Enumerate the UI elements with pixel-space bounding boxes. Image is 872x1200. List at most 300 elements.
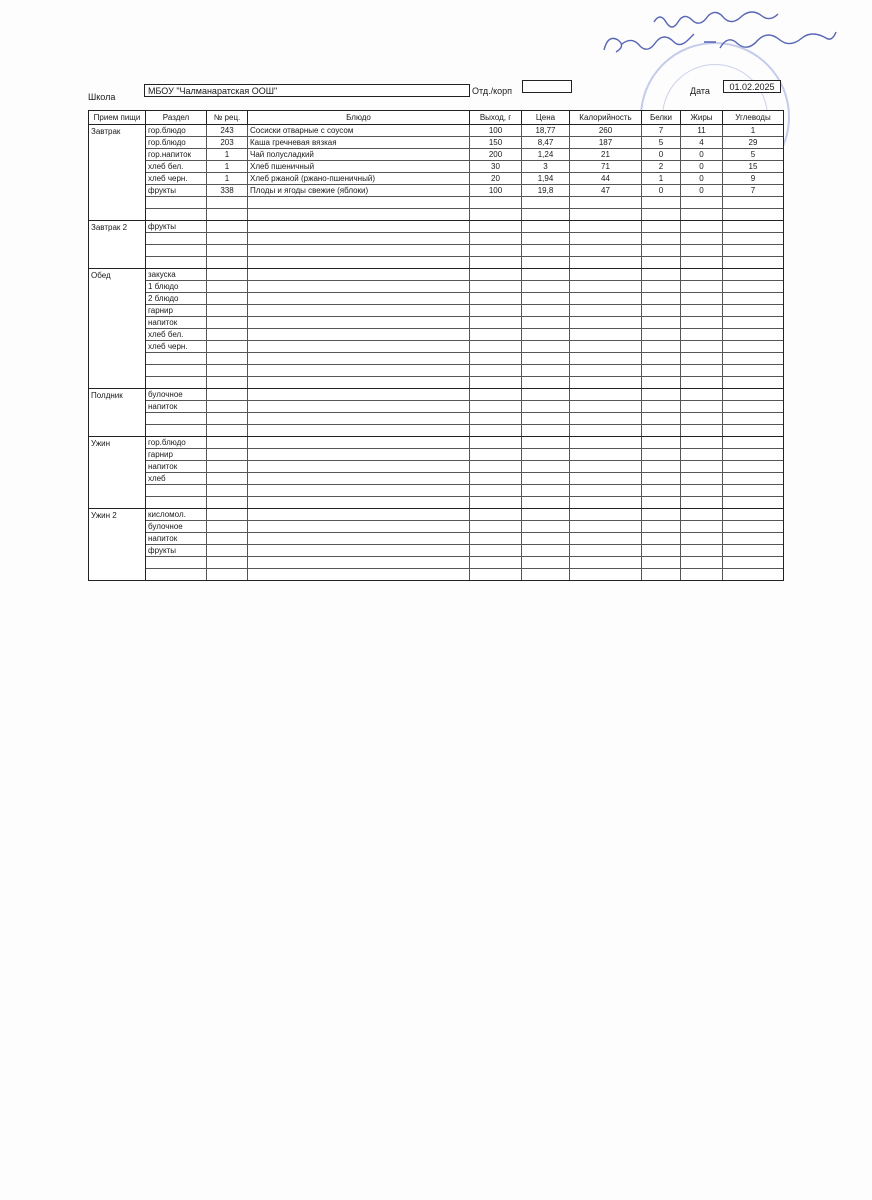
cell-section: закуска xyxy=(146,269,207,280)
cell-dish xyxy=(248,401,470,412)
cell-recipe-no: 338 xyxy=(207,185,248,196)
cell-carbs: 5 xyxy=(750,150,756,159)
cell-section xyxy=(146,377,207,388)
cell-dish xyxy=(248,197,470,208)
cell-recipe-no xyxy=(207,449,248,460)
cell-calories xyxy=(570,401,642,412)
cell-output xyxy=(470,557,522,568)
cell-dish: Плоды и ягоды свежие (яблоки) xyxy=(248,185,470,196)
cell-section xyxy=(146,209,207,220)
cell-proteins xyxy=(642,533,681,544)
table-row xyxy=(146,353,783,365)
cell-proteins: 1 xyxy=(642,173,681,184)
cell-calories xyxy=(570,569,642,580)
cell-carbs: 15 xyxy=(748,162,758,171)
cell-section: фрукты xyxy=(146,221,207,232)
cell-recipe-no xyxy=(207,269,248,280)
cell-price xyxy=(522,509,570,520)
cell-recipe-no xyxy=(207,197,248,208)
cell-dish xyxy=(248,521,470,532)
cell-output xyxy=(470,221,522,232)
cell-output xyxy=(470,293,522,304)
cell-recipe-no: 203 xyxy=(207,137,248,148)
cell-output: 20 xyxy=(470,173,522,184)
cell-proteins xyxy=(642,497,681,508)
cell-section: 2 блюдо xyxy=(146,293,207,304)
cell-carbs xyxy=(723,257,783,268)
cell-proteins: 2 xyxy=(642,161,681,172)
menu-table xyxy=(88,110,784,581)
cell-carbs: 9 xyxy=(750,174,756,183)
table-row xyxy=(146,521,783,533)
cell-section xyxy=(146,197,207,208)
cell-fats xyxy=(681,545,723,556)
cell-fats xyxy=(681,209,723,220)
meal-section xyxy=(89,389,783,437)
col-header-dish: Блюдо xyxy=(248,111,470,124)
cell-proteins: 0 xyxy=(642,185,681,196)
table-row xyxy=(146,197,783,209)
cell-calories xyxy=(570,377,642,388)
cell-recipe-no xyxy=(207,545,248,556)
cell-price xyxy=(522,293,570,304)
cell-calories xyxy=(570,509,642,520)
cell-calories xyxy=(570,257,642,268)
cell-section: гор.напиток xyxy=(146,149,207,160)
cell-proteins xyxy=(642,341,681,352)
cell-carbs xyxy=(723,389,783,400)
cell-recipe-no xyxy=(207,365,248,376)
cell-price xyxy=(522,257,570,268)
cell-dish xyxy=(248,389,470,400)
cell-output xyxy=(470,365,522,376)
table-row xyxy=(146,233,783,245)
cell-price xyxy=(522,209,570,220)
cell-dish xyxy=(248,533,470,544)
cell-price xyxy=(522,197,570,208)
cell-proteins xyxy=(642,257,681,268)
dept-label: Отд./корп xyxy=(472,86,512,96)
cell-proteins: 5 xyxy=(642,137,681,148)
meal-section xyxy=(89,221,783,269)
cell-fats xyxy=(681,449,723,460)
cell-recipe-no xyxy=(207,413,248,424)
cell-section: напиток xyxy=(146,401,207,412)
cell-carbs xyxy=(723,413,783,424)
cell-output xyxy=(470,449,522,460)
cell-calories xyxy=(570,245,642,256)
cell-price xyxy=(522,389,570,400)
cell-fats xyxy=(681,533,723,544)
table-row xyxy=(146,185,783,197)
cell-calories: 47 xyxy=(570,185,642,196)
cell-fats: 4 xyxy=(681,137,723,148)
cell-dish xyxy=(248,281,470,292)
cell-proteins xyxy=(642,521,681,532)
cell-recipe-no xyxy=(207,353,248,364)
cell-calories: 260 xyxy=(570,125,642,136)
cell-recipe-no xyxy=(207,425,248,436)
cell-recipe-no xyxy=(207,389,248,400)
cell-recipe-no xyxy=(207,245,248,256)
cell-section: гор.блюдо xyxy=(146,125,207,136)
cell-price xyxy=(522,305,570,316)
cell-output: 150 xyxy=(470,137,522,148)
table-row xyxy=(146,245,783,257)
cell-price xyxy=(522,485,570,496)
cell-carbs xyxy=(723,245,783,256)
cell-output xyxy=(470,209,522,220)
cell-output: 200 xyxy=(470,149,522,160)
cell-section: напиток xyxy=(146,461,207,472)
cell-price xyxy=(522,497,570,508)
table-row xyxy=(146,257,783,268)
cell-fats xyxy=(681,305,723,316)
table-row xyxy=(146,305,783,317)
cell-output xyxy=(470,545,522,556)
cell-section xyxy=(146,245,207,256)
cell-calories xyxy=(570,233,642,244)
cell-price xyxy=(522,461,570,472)
cell-section xyxy=(146,569,207,580)
cell-price xyxy=(522,437,570,448)
cell-price xyxy=(522,365,570,376)
cell-calories: 44 xyxy=(570,173,642,184)
table-row xyxy=(146,161,783,173)
cell-calories xyxy=(570,497,642,508)
cell-fats xyxy=(681,317,723,328)
cell-recipe-no xyxy=(207,281,248,292)
cell-price: 8,47 xyxy=(522,137,570,148)
cell-fats xyxy=(681,377,723,388)
cell-price xyxy=(522,473,570,484)
cell-dish xyxy=(248,341,470,352)
cell-calories xyxy=(570,365,642,376)
col-header-section: Раздел xyxy=(146,111,207,124)
cell-price xyxy=(522,341,570,352)
cell-proteins: 0 xyxy=(642,149,681,160)
table-row xyxy=(146,413,783,425)
cell-dish: Хлеб ржаной (ржано-пшеничный) xyxy=(248,173,470,184)
cell-proteins xyxy=(642,557,681,568)
cell-output xyxy=(470,413,522,424)
cell-dish xyxy=(248,245,470,256)
meal-section xyxy=(89,125,783,221)
cell-price xyxy=(522,221,570,232)
cell-carbs xyxy=(723,365,783,376)
cell-recipe-no xyxy=(207,569,248,580)
cell-calories xyxy=(570,269,642,280)
cell-dish xyxy=(248,497,470,508)
cell-recipe-no xyxy=(207,437,248,448)
table-row xyxy=(146,365,783,377)
cell-output xyxy=(470,497,522,508)
cell-price: 1,94 xyxy=(522,173,570,184)
cell-section: хлеб бел. xyxy=(146,161,207,172)
cell-fats xyxy=(681,269,723,280)
cell-calories xyxy=(570,353,642,364)
col-header-output: Выход, г xyxy=(470,111,522,124)
col-header-calories: Калорийность xyxy=(570,111,642,124)
cell-price xyxy=(522,317,570,328)
table-row xyxy=(146,281,783,293)
school-name-field[interactable]: МБОУ "Чалманаратская ООШ" xyxy=(144,84,470,97)
cell-fats xyxy=(681,413,723,424)
cell-calories xyxy=(570,449,642,460)
cell-calories xyxy=(570,437,642,448)
cell-carbs: 29 xyxy=(748,138,758,147)
cell-recipe-no xyxy=(207,401,248,412)
cell-carbs xyxy=(723,233,783,244)
table-row xyxy=(146,377,783,388)
cell-recipe-no xyxy=(207,377,248,388)
cell-recipe-no xyxy=(207,341,248,352)
col-header-meal: Прием пищи xyxy=(89,111,146,124)
cell-calories xyxy=(570,473,642,484)
cell-proteins xyxy=(642,401,681,412)
cell-recipe-no: 1 xyxy=(207,173,248,184)
cell-proteins xyxy=(642,509,681,520)
cell-proteins xyxy=(642,425,681,436)
cell-fats: 0 xyxy=(681,149,723,160)
meal-rows xyxy=(146,221,783,268)
cell-calories: 21 xyxy=(570,149,642,160)
cell-recipe-no xyxy=(207,221,248,232)
cell-carbs xyxy=(723,341,783,352)
cell-fats xyxy=(681,365,723,376)
meal-section xyxy=(89,509,783,580)
cell-section: фрукты xyxy=(146,185,207,196)
cell-dish xyxy=(248,509,470,520)
cell-output xyxy=(470,233,522,244)
cell-dish xyxy=(248,413,470,424)
table-row xyxy=(146,569,783,580)
cell-dish: Чай полусладкий xyxy=(248,149,470,160)
meal-rows xyxy=(146,125,783,220)
cell-proteins xyxy=(642,461,681,472)
meal-label: Ужин xyxy=(89,437,146,508)
cell-proteins xyxy=(642,545,681,556)
cell-recipe-no xyxy=(207,533,248,544)
cell-fats xyxy=(681,497,723,508)
cell-dish xyxy=(248,221,470,232)
cell-output xyxy=(470,401,522,412)
cell-proteins xyxy=(642,281,681,292)
table-row xyxy=(146,533,783,545)
cell-output xyxy=(470,305,522,316)
table-row xyxy=(146,293,783,305)
cell-recipe-no xyxy=(207,257,248,268)
cell-section xyxy=(146,557,207,568)
cell-fats xyxy=(681,233,723,244)
cell-carbs xyxy=(723,269,783,280)
meal-rows xyxy=(146,269,783,388)
cell-proteins xyxy=(642,221,681,232)
cell-dish xyxy=(248,461,470,472)
cell-carbs xyxy=(723,461,783,472)
table-row xyxy=(146,317,783,329)
cell-calories xyxy=(570,533,642,544)
cell-fats xyxy=(681,485,723,496)
cell-recipe-no: 243 xyxy=(207,125,248,136)
cell-section: фрукты xyxy=(146,545,207,556)
cell-dish xyxy=(248,329,470,340)
cell-fats xyxy=(681,281,723,292)
cell-recipe-no xyxy=(207,329,248,340)
table-row xyxy=(146,557,783,569)
cell-proteins xyxy=(642,209,681,220)
cell-calories xyxy=(570,209,642,220)
cell-recipe-no xyxy=(207,557,248,568)
cell-section xyxy=(146,353,207,364)
cell-section xyxy=(146,257,207,268)
cell-proteins xyxy=(642,473,681,484)
cell-calories xyxy=(570,221,642,232)
cell-price: 18,77 xyxy=(522,125,570,136)
table-row xyxy=(146,125,783,137)
cell-output xyxy=(470,245,522,256)
table-row xyxy=(146,497,783,508)
table-row xyxy=(146,149,783,161)
table-row xyxy=(146,545,783,557)
cell-carbs xyxy=(723,221,783,232)
cell-dish xyxy=(248,293,470,304)
cell-section: булочное xyxy=(146,389,207,400)
cell-recipe-no xyxy=(207,233,248,244)
cell-section: кисломол. xyxy=(146,509,207,520)
cell-output xyxy=(470,317,522,328)
cell-output xyxy=(470,533,522,544)
meal-label: Полдник xyxy=(89,389,146,436)
cell-output xyxy=(470,521,522,532)
cell-section xyxy=(146,425,207,436)
cell-section: булочное xyxy=(146,521,207,532)
cell-fats xyxy=(681,521,723,532)
cell-carbs xyxy=(723,401,783,412)
cell-fats xyxy=(681,461,723,472)
cell-carbs xyxy=(723,473,783,484)
cell-recipe-no: 1 xyxy=(207,161,248,172)
cell-fats: 11 xyxy=(681,125,723,136)
cell-carbs: 7 xyxy=(750,186,756,195)
cell-fats xyxy=(681,557,723,568)
cell-fats xyxy=(681,341,723,352)
cell-carbs xyxy=(723,449,783,460)
cell-section xyxy=(146,413,207,424)
cell-carbs xyxy=(723,569,783,580)
cell-proteins xyxy=(642,197,681,208)
cell-proteins xyxy=(642,569,681,580)
meal-rows xyxy=(146,509,783,580)
cell-output xyxy=(470,281,522,292)
cell-calories xyxy=(570,329,642,340)
col-header-fats: Жиры xyxy=(681,111,723,124)
cell-carbs xyxy=(723,377,783,388)
cell-dish xyxy=(248,257,470,268)
meal-rows xyxy=(146,389,783,436)
cell-fats: 0 xyxy=(681,173,723,184)
cell-recipe-no xyxy=(207,317,248,328)
meal-section xyxy=(89,269,783,389)
cell-calories xyxy=(570,461,642,472)
cell-proteins xyxy=(642,413,681,424)
cell-output xyxy=(470,197,522,208)
table-row xyxy=(146,461,783,473)
dept-field[interactable] xyxy=(522,80,572,93)
cell-fats xyxy=(681,401,723,412)
cell-output: 100 xyxy=(470,185,522,196)
date-field[interactable]: 01.02.2025 xyxy=(723,80,781,93)
cell-price xyxy=(522,353,570,364)
cell-proteins xyxy=(642,377,681,388)
table-row xyxy=(146,341,783,353)
cell-carbs xyxy=(723,485,783,496)
cell-calories xyxy=(570,305,642,316)
cell-recipe-no xyxy=(207,497,248,508)
cell-calories xyxy=(570,341,642,352)
cell-calories xyxy=(570,317,642,328)
meal-rows xyxy=(146,437,783,508)
cell-proteins xyxy=(642,485,681,496)
meal-label: Завтрак 2 xyxy=(89,221,146,268)
cell-fats xyxy=(681,221,723,232)
cell-price: 1,24 xyxy=(522,149,570,160)
cell-dish xyxy=(248,485,470,496)
cell-price xyxy=(522,533,570,544)
cell-price xyxy=(522,401,570,412)
cell-section: гарнир xyxy=(146,449,207,460)
cell-price xyxy=(522,413,570,424)
cell-calories xyxy=(570,389,642,400)
cell-output: 100 xyxy=(470,125,522,136)
table-row xyxy=(146,509,783,521)
cell-recipe-no: 1 xyxy=(207,149,248,160)
cell-price xyxy=(522,545,570,556)
cell-calories xyxy=(570,545,642,556)
cell-dish xyxy=(248,233,470,244)
table-row xyxy=(146,473,783,485)
cell-dish xyxy=(248,437,470,448)
meal-label: Ужин 2 xyxy=(89,509,146,580)
cell-output xyxy=(470,389,522,400)
cell-section: хлеб черн. xyxy=(146,173,207,184)
table-row xyxy=(146,485,783,497)
cell-output: 30 xyxy=(470,161,522,172)
cell-recipe-no xyxy=(207,473,248,484)
cell-carbs xyxy=(723,281,783,292)
cell-dish xyxy=(248,545,470,556)
cell-carbs xyxy=(723,293,783,304)
cell-dish xyxy=(248,473,470,484)
table-row xyxy=(146,437,783,449)
cell-section xyxy=(146,365,207,376)
cell-proteins xyxy=(642,437,681,448)
cell-section: хлеб xyxy=(146,473,207,484)
cell-dish xyxy=(248,569,470,580)
cell-proteins xyxy=(642,305,681,316)
cell-output xyxy=(470,509,522,520)
cell-carbs xyxy=(723,521,783,532)
table-row xyxy=(146,209,783,220)
cell-price xyxy=(522,425,570,436)
cell-price xyxy=(522,269,570,280)
cell-carbs xyxy=(723,545,783,556)
cell-section: гор.блюдо xyxy=(146,437,207,448)
table-row xyxy=(146,329,783,341)
cell-fats: 0 xyxy=(681,161,723,172)
cell-section: хлеб бел. xyxy=(146,329,207,340)
cell-section xyxy=(146,233,207,244)
